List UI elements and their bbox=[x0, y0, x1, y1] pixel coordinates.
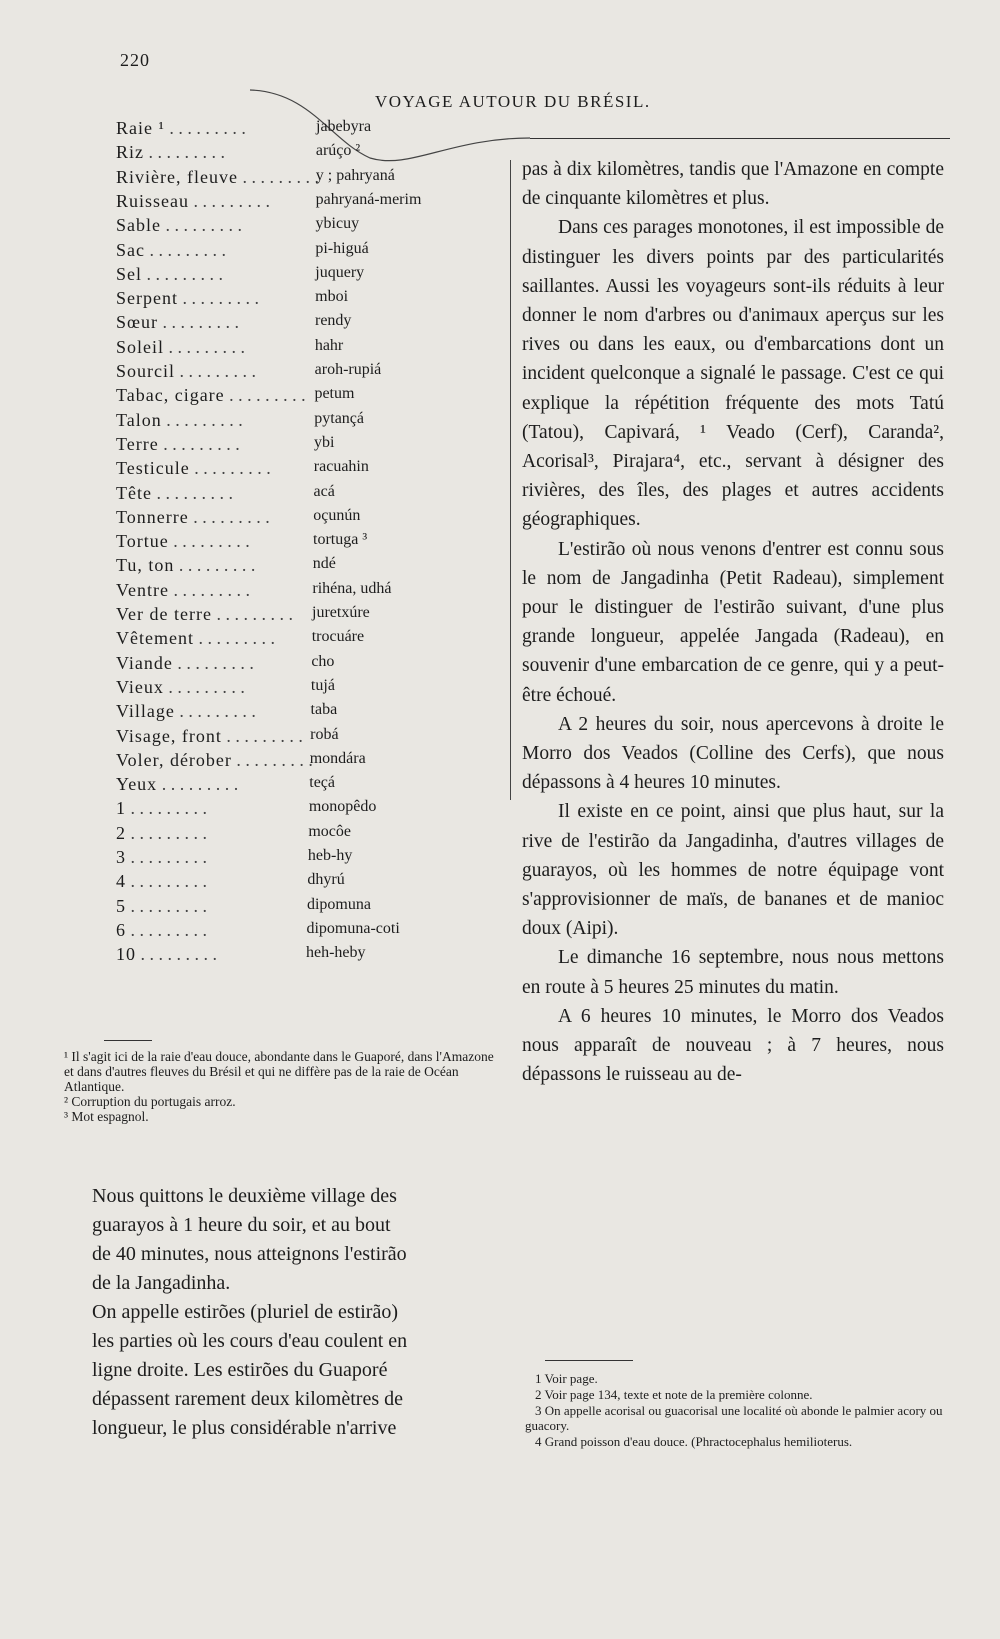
glossary-indigenous-term: tortuga ³ bbox=[313, 531, 368, 549]
glossary-row bbox=[116, 240, 476, 264]
glossary-indigenous-term: aroh-rupiá bbox=[314, 361, 382, 378]
header-rule bbox=[530, 138, 950, 139]
glossary-row bbox=[116, 458, 476, 482]
glossary-row bbox=[116, 555, 476, 579]
glossary-french-term: Vêtement . . . bbox=[116, 628, 275, 649]
glossary-row bbox=[116, 142, 476, 166]
paragraph-7: A 6 heures 10 minutes, le Morro dos Veados nous apparaît de nouveau ; à 7 heures, nous dépassons le ruisseau au de- bbox=[522, 1005, 944, 1086]
glossary-row bbox=[116, 215, 476, 239]
glossary-indigenous-term: oçunún bbox=[313, 506, 361, 524]
glossary-french-term: Ventre . . . bbox=[116, 580, 250, 601]
left-line-4: de la Jangadinha. bbox=[92, 1272, 231, 1294]
glossary-row bbox=[116, 653, 476, 677]
glossary-french-term: Village . . . bbox=[116, 701, 256, 722]
glossary-french-term: 10 . . . bbox=[116, 944, 217, 965]
glossary-french-term: Talon . . . bbox=[116, 410, 243, 431]
glossary-french-term: Visage, front . . . bbox=[116, 726, 303, 747]
glossary-indigenous-term: pytançá bbox=[314, 409, 364, 427]
glossary-indigenous-term: petum bbox=[314, 385, 355, 403]
paragraph-1: pas à dix kilomètres, tandis que l'Amazone en compte de cinquante kilomètres et plus. bbox=[522, 159, 944, 210]
glossary-french-term: Ver de terre . . . bbox=[116, 604, 293, 625]
glossary-row bbox=[116, 871, 476, 895]
right-column-text bbox=[522, 155, 944, 1090]
glossary-indigenous-term: ndé bbox=[312, 555, 336, 573]
glossary-french-term: Yeux . . . bbox=[116, 774, 238, 795]
glossary-indigenous-term: tujá bbox=[310, 676, 335, 694]
glossary-row bbox=[116, 604, 476, 628]
left-line-5: On appelle estirões (pluriel de estirão) bbox=[92, 1301, 398, 1323]
glossary-french-term: 5 . . . bbox=[116, 896, 207, 917]
paragraph-6: Le dimanche 16 septembre, nous nous mettons en route à 5 heures 25 minutes du matin. bbox=[522, 947, 944, 998]
glossary-indigenous-term: teçá bbox=[309, 774, 335, 792]
paragraph-4: A 2 heures du soir, nous apercevons à droite le Morro dos Veados (Colline des Cerfs), que nous dépassons à 4 heures 10 minutes. bbox=[522, 713, 944, 794]
glossary-french-term: Viande . . . bbox=[116, 653, 254, 674]
glossary-row bbox=[116, 750, 476, 774]
left-line-7: ligne droite. Les estirões du Guaporé bbox=[92, 1359, 388, 1381]
glossary-indigenous-term: mocôe bbox=[308, 822, 352, 840]
glossary-indigenous-term: dipomuna-coti bbox=[306, 919, 400, 937]
glossary-row bbox=[116, 410, 476, 434]
left-line-9: longueur, le plus considérable n'arrive bbox=[92, 1417, 397, 1439]
glossary-row bbox=[116, 944, 476, 968]
glossary-row bbox=[116, 167, 476, 191]
glossary-indigenous-term: ybicuy bbox=[315, 215, 360, 233]
glossary-french-term: 2 . . . bbox=[116, 823, 207, 844]
glossary-french-term: Voler, dérober . . . bbox=[116, 750, 313, 771]
glossary-footnotes bbox=[64, 1040, 494, 1124]
glossary-indigenous-term: trocuáre bbox=[311, 628, 365, 646]
glossary-indigenous-term: heh-heby bbox=[306, 944, 366, 962]
glossary-row bbox=[116, 434, 476, 458]
glossary-french-term: Tonnerre . . . bbox=[116, 507, 270, 528]
glossary-row bbox=[116, 118, 476, 142]
right-footnote-2: 2 Voir page 134, texte et note de la première colonne. bbox=[535, 1387, 813, 1402]
running-header: VOYAGE AUTOUR DU BRÉSIL. bbox=[375, 92, 651, 111]
left-line-2: guarayos à 1 heure du soir, et au bout bbox=[92, 1214, 391, 1236]
glossary-footnote-1: ¹ Il s'agit ici de la raie d'eau douce, abondante dans le Guaporé, dans l'Amazone et dans d'autres fleuves du Brésil et qui ne diffère pas de la raie de Océan Atlantique. bbox=[64, 1049, 494, 1094]
glossary-row bbox=[116, 385, 476, 409]
glossary-french-term: Vieux . . . bbox=[116, 677, 245, 698]
left-line-3: de 40 minutes, nous atteignons l'estirão bbox=[92, 1243, 407, 1265]
right-footnote-4: 4 Grand poisson d'eau douce. (Phractocephalus hemilioterus. bbox=[535, 1434, 853, 1449]
left-line-6: les parties où les cours d'eau coulent en bbox=[92, 1330, 408, 1352]
glossary-row bbox=[116, 798, 476, 822]
glossary-row bbox=[116, 701, 476, 725]
glossary-indigenous-term: acá bbox=[313, 482, 335, 500]
paragraph-3: L'estirão où nous venons d'entrer est connu sous le nom de Jangadinha (Petit Radeau), simplement pour le distinguer de l'estirão suivant, d'une plus grande longueur, appelée Jangada (Radeau), en souvenir d'une embarcation de ce genre, qui y a peut-être échoué. bbox=[522, 538, 944, 706]
glossary-french-term: Sac . . . bbox=[116, 240, 226, 261]
left-line-1: Nous quittons le deuxième village des bbox=[92, 1185, 397, 1207]
glossary-french-term: Soleil . . . bbox=[116, 337, 245, 358]
glossary-french-term: Tortue . . . bbox=[116, 531, 250, 552]
glossary-indigenous-term: rihéna, udhá bbox=[312, 579, 392, 597]
paragraph-2: Dans ces parages monotones, il est impossible de distinguer les divers points par des particularités saillantes. Aussi les voyageurs sont-ils réduits à leur donner le nom d'arbres ou d'animaux aperçus sur les rives ou dans les eaux, ou d'embarcations dont un incident quelconque a signalé le passage. C'est ce qui explique la répétition fréquente des mots Tatú (Tatou), Capivará, ¹ Veado (Cerf), Caranda², Acorisal³, Pirajara⁴, etc., servant à désigner des rivières, des îles, des plages et autres accidents géographiques. bbox=[522, 217, 944, 531]
glossary-row bbox=[116, 312, 476, 336]
glossary-row bbox=[116, 361, 476, 385]
glossary-french-term: Tu, ton . . . bbox=[116, 555, 255, 576]
glossary-french-term: 3 . . . bbox=[116, 847, 207, 868]
right-footnote-3: 3 On appelle acorisal ou guacorisal une localité où abonde le palmier acory ou guacory. bbox=[525, 1403, 943, 1433]
glossary-indigenous-term: jabebyra bbox=[316, 118, 372, 135]
glossary-indigenous-term: hahr bbox=[314, 336, 344, 354]
glossary-french-term: 6 . . . bbox=[116, 920, 207, 941]
glossary-row bbox=[116, 507, 476, 531]
glossary-indigenous-term: heb-hy bbox=[307, 847, 353, 864]
glossary-indigenous-term: racuahin bbox=[313, 458, 369, 476]
glossary-french-term: Riz . . . bbox=[116, 142, 225, 163]
glossary-french-term: Sel . . . bbox=[116, 264, 223, 285]
glossary-row bbox=[116, 288, 476, 312]
glossary-indigenous-term: monopêdo bbox=[308, 798, 377, 816]
glossary-row bbox=[116, 847, 476, 871]
glossary-row bbox=[116, 628, 476, 652]
glossary-footnote-3: ³ Mot espagnol. bbox=[64, 1109, 149, 1124]
left-column-text bbox=[92, 1182, 492, 1443]
glossary-row bbox=[116, 774, 476, 798]
glossary-french-term: Testicule . . . bbox=[116, 458, 271, 479]
glossary-french-term: 4 . . . bbox=[116, 871, 207, 892]
glossary-indigenous-term: ybi bbox=[314, 433, 335, 451]
glossary-indigenous-term: dipomuna bbox=[306, 895, 371, 913]
paragraph-5: Il existe en ce point, ainsi que plus haut, sur la rive de l'estirão da Jangadinha, d'autres villages de guarayos, où les hommes de notre équipage vont s'approvisionner de maïs, de bananes et de manioc doux (Aipi). bbox=[522, 801, 944, 940]
glossary-french-term: Sourcil . . . bbox=[116, 361, 256, 382]
glossary-french-term: 1 . . . bbox=[116, 798, 207, 819]
glossary-row bbox=[116, 483, 476, 507]
glossary-row bbox=[116, 264, 476, 288]
glossary-row bbox=[116, 677, 476, 701]
glossary-indigenous-term: juretxúre bbox=[312, 604, 370, 621]
glossary-row bbox=[116, 896, 476, 920]
glossary-french-term: Tabac, cigare . . . bbox=[116, 385, 306, 406]
glossary-french-term: Tête . . . bbox=[116, 483, 233, 504]
glossary-indigenous-term: mboi bbox=[315, 288, 349, 306]
glossary-indigenous-term: mondára bbox=[309, 749, 366, 767]
glossary-row bbox=[116, 337, 476, 361]
column-divider bbox=[510, 160, 511, 800]
glossary-indigenous-term: pi-higuá bbox=[315, 239, 369, 257]
glossary-french-term: Ruisseau . . . bbox=[116, 191, 270, 212]
glossary-indigenous-term: rendy bbox=[314, 312, 352, 330]
glossary-row bbox=[116, 726, 476, 750]
glossary-indigenous-term: pahryaná-merim bbox=[315, 190, 422, 208]
glossary-french-term: Terre . . . bbox=[116, 434, 240, 455]
glossary-row bbox=[116, 191, 476, 215]
glossary-row bbox=[116, 531, 476, 555]
glossary-french-term: Sœur . . . bbox=[116, 312, 239, 333]
glossary-indigenous-term: cho bbox=[311, 652, 335, 670]
glossary-indigenous-term: arúço ² bbox=[315, 142, 361, 160]
glossary-row bbox=[116, 580, 476, 604]
glossary-footnote-2: ² Corruption du portugais arroz. bbox=[64, 1094, 236, 1109]
glossary-indigenous-term: y ; pahryaná bbox=[315, 166, 395, 184]
glossary-row bbox=[116, 920, 476, 944]
glossary-french-term: Sable . . . bbox=[116, 215, 242, 236]
glossary-french-term: Rivière, fleuve . . . bbox=[116, 167, 319, 188]
page-number: 220 bbox=[120, 50, 150, 70]
glossary-indigenous-term: juquery bbox=[315, 263, 365, 281]
glossary-indigenous-term: dhyrú bbox=[307, 871, 345, 889]
glossary-indigenous-term: robá bbox=[310, 725, 339, 743]
glossary-french-term: Raie ¹ . . . bbox=[116, 118, 246, 139]
footnote-rule bbox=[104, 1040, 152, 1041]
glossary-indigenous-term: taba bbox=[310, 701, 338, 719]
right-footnotes bbox=[525, 1360, 945, 1450]
right-footnote-1: 1 Voir page. bbox=[535, 1371, 598, 1386]
glossary-french-term: Serpent . . . bbox=[116, 288, 259, 309]
footnote-rule bbox=[545, 1360, 633, 1361]
left-line-8: dépassent rarement deux kilomètres de bbox=[92, 1388, 403, 1410]
glossary-row bbox=[116, 823, 476, 847]
